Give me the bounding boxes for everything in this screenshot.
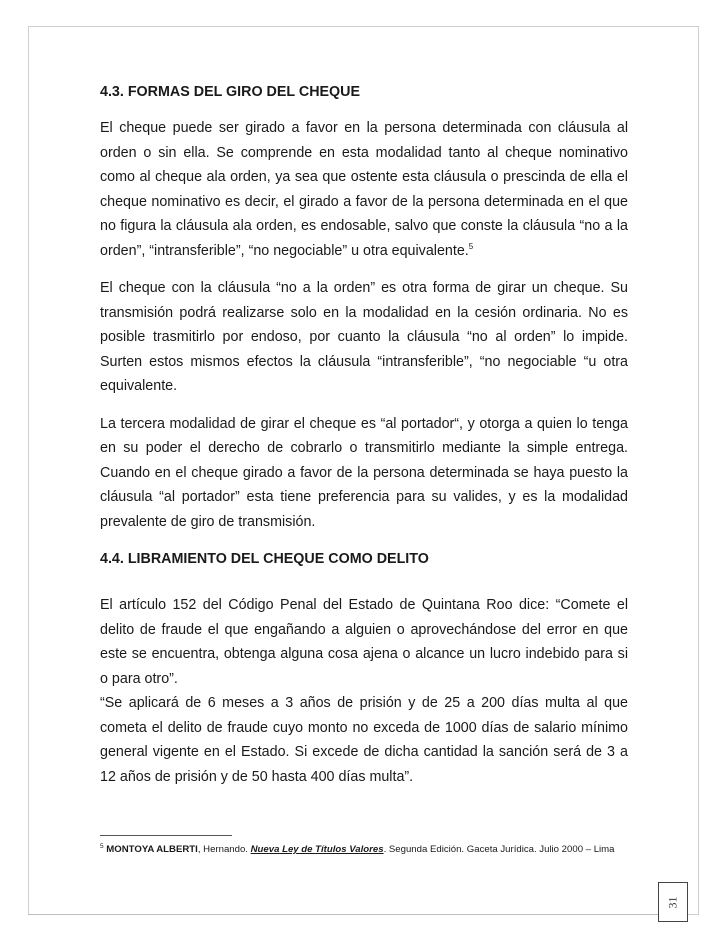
page-content	[100, 80, 628, 789]
paragraph-articulo-152: El artículo 152 del Código Penal del Estado de Quintana Roo dice: “Comete el delito de fraude el que engañando a alguien o aprovechándose del error en que este se encuentra, obtenga alguna cosa ajena o alcance un lucro indebido para si o para otro”.	[100, 597, 628, 687]
section-heading-4-4: 4.4. LIBRAMIENTO DEL CHEQUE COMO DELITO	[100, 551, 429, 567]
footnote-reference[interactable]: 5	[468, 241, 474, 251]
footnote-rest: . Segunda Edición. Gaceta Jurídica. Julio 2000 – Lima	[383, 844, 615, 855]
page-number-box	[658, 882, 688, 922]
footnote-author: MONTOYA ALBERTI	[106, 844, 198, 855]
paragraph-text: El cheque puede ser girado a favor en la persona determinada con cláusula al orden o sin ella. Se comprende en esta modalidad tanto al cheque nominativo como al cheque ala orden, ya sea que ostente esta cláusula o prescinda de ella el cheque nominativo es decir, el girado a favor de la persona determinada en el que no figura la cláusula ala orden, es endosable, salvo que conste la cláusula “no a la orden”, “intransferible”, “no negociable” u otra equivalente.	[100, 120, 628, 259]
footer-rule	[28, 914, 658, 915]
footnote-separator	[100, 835, 232, 836]
paragraph-forms-intro	[100, 116, 628, 263]
paragraph-sancion: “Se aplicará de 6 meses a 3 años de prisión y de 25 a 200 días multa al que cometa el delito de fraude cuyo monto no exceda de 1000 días de salario mínimo general vigente en el Estado. Si excede de dicha cantidad la sanción será de 3 a 12 años de prisión y de 50 hasta 400 días multa”.	[100, 695, 628, 785]
section-heading-4-3: 4.3. FORMAS DEL GIRO DEL CHEQUE	[100, 84, 361, 100]
paragraph-al-portador: La tercera modalidad de girar el cheque es “al portador“, y otorga a quien lo tenga en su poder el derecho de cobrarlo o transmitirlo mediante la simple entrega. Cuando en el cheque girado a favor de la persona determinada se haya puesto la cláusula “al portador” esta tiene preferencia para su valides, y es la modalidad prevalente de giro de transmisión.	[100, 415, 628, 530]
footnote-title: Nueva Ley de Títulos Valores	[250, 844, 384, 855]
page-number: 31	[665, 896, 680, 908]
footnote-number: 5	[100, 842, 104, 850]
footnote	[100, 844, 660, 856]
paragraph-no-a-la-orden: El cheque con la cláusula “no a la orden” es otra forma de girar un cheque. Su transmisión podrá realizarse solo en la modalidad en la cesión ordinaria. No es posible trasmitirlo por endoso, por cuanto la cláusula “no al orden” lo impide. Surten estos mismos efectos la cláusula “intransferible”, “no negociable “u otra equivalente.	[100, 280, 628, 394]
footnote-author-rest: , Hernando.	[197, 844, 251, 855]
